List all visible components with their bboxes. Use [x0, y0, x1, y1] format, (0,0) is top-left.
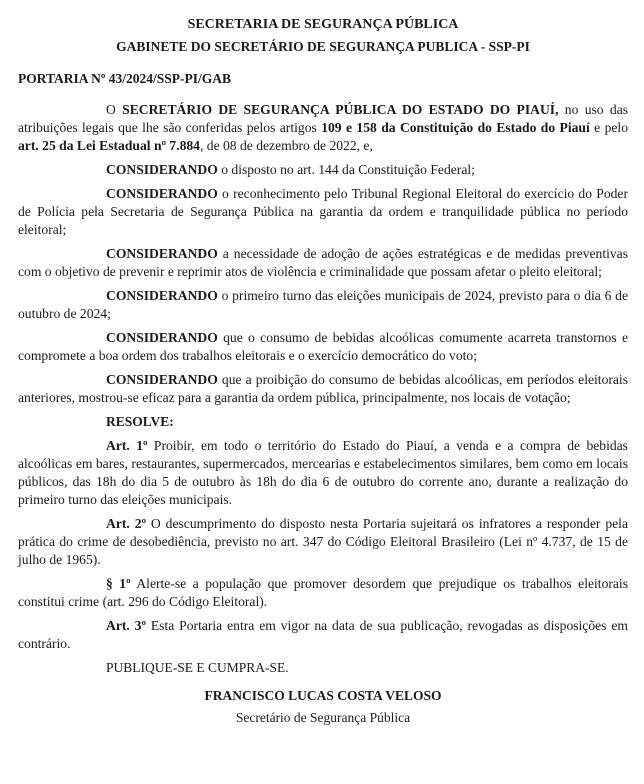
- header-secretaria: SECRETARIA DE SEGURANÇA PÚBLICA: [187, 17, 459, 32]
- considerando-text: que o consumo de bebidas alcoólicas comumente acarreta transtornos e compromete a boa ordem dos trabalhos eleitorais e o exercício democrático do voto;: [18, 330, 628, 363]
- considerando-paragraph: [18, 161, 628, 179]
- considerando-text: o disposto no art. 144 da Constituição Federal;: [217, 162, 475, 177]
- considerando-keyword: CONSIDERANDO: [106, 288, 218, 303]
- article-keyword: § 1º: [106, 576, 131, 591]
- preamble-bold-1: SECRETÁRIO DE SEGURANÇA PÚBLICA DO ESTADO DO PIAUÍ,: [122, 102, 559, 117]
- article-text: Proibir, em todo o território do Estado do Piauí, a venda e a compra de bebidas alcoólicas em bares, restaurantes, supermercados, mercearias e estabelecimentos similares, bem como em locais públicos, das 18h do dia 5 de outubro às 18h do dia 6 de outubro do corrente ano, durante a realização do primeiro turno das eleições municipais.: [18, 438, 628, 507]
- considerando-text: o primeiro turno das eleições municipais de 2024, previsto para o dia 6 de outubro de 2024;: [18, 288, 628, 321]
- paragraph-clause: [18, 575, 628, 611]
- preamble-bold-3: art. 25 da Lei Estadual nº 7.884: [18, 138, 200, 153]
- article-paragraph: [18, 515, 628, 569]
- article-paragraph: [18, 617, 628, 653]
- considerando-paragraph: [18, 287, 628, 323]
- article-keyword: Art. 1º: [106, 438, 148, 453]
- article-paragraph: [18, 437, 628, 509]
- considerando-keyword: CONSIDERANDO: [106, 186, 218, 201]
- article-keyword: Art. 3º: [106, 618, 146, 633]
- article-keyword: Art. 2º: [106, 516, 146, 531]
- considerando-keyword: CONSIDERANDO: [106, 330, 218, 345]
- preamble-text-3: e pelo: [589, 120, 628, 135]
- portaria-title: PORTARIA Nº 43/2024/SSP-PI/GAB: [18, 71, 232, 86]
- considerando-paragraph: [18, 185, 628, 239]
- considerando-keyword: CONSIDERANDO: [106, 246, 218, 261]
- considerando-keyword: CONSIDERANDO: [106, 162, 218, 177]
- preamble-text-2: no uso das atribuições legais que lhe são conferidas pelos artigos: [18, 102, 629, 135]
- preamble-bold-2: 109 e 158 da Constituição do Estado do Piauí: [321, 120, 590, 135]
- considerando-text: o reconhecimento pelo Tribunal Regional Eleitoral do exercício do Poder de Polícia pela Secretaria de Segurança Pública na garantia da ordem e tranquilidade pública no período eleitoral;: [18, 186, 628, 237]
- preamble-paragraph: [18, 101, 628, 155]
- article-text: Alerte-se a população que promover desordem que prejudique os trabalhos eleitorais constitui crime (art. 296 do Código Eleitoral).: [18, 576, 628, 609]
- signatory-role: Secretário de Segurança Pública: [235, 710, 411, 725]
- publique-line: PUBLIQUE-SE E CUMPRA-SE.: [106, 660, 289, 675]
- signatory-name: FRANCISCO LUCAS COSTA VELOSO: [204, 688, 442, 703]
- resolve-heading: RESOLVE:: [106, 414, 174, 429]
- considerando-keyword: CONSIDERANDO: [106, 372, 218, 387]
- considerando-text: que a proibição do consumo de bebidas alcoólicas, em períodos eleitorais anteriores, mostrou-se eficaz para a garantia da ordem pública, principalmente, nos locais de votação;: [18, 372, 628, 405]
- header-gabinete: GABINETE DO SECRETÁRIO DE SEGURANÇA PUBLICA - SSP-PI: [116, 39, 530, 54]
- considerando-paragraph: [18, 329, 628, 365]
- article-text: Esta Portaria entra em vigor na data de sua publicação, revogadas as disposições em contrário.: [18, 618, 628, 651]
- considerando-paragraph: [18, 245, 628, 281]
- article-text: O descumprimento do disposto nesta Portaria sujeitará os infratores a responder pela prática do crime de desobediência, previsto no art. 347 do Código Eleitoral Brasileiro (Lei nº 4.737, de 15 de julho de 1965).: [18, 516, 628, 567]
- considerando-text: a necessidade de adoção de ações estratégicas e de medidas preventivas com o objetivo de prevenir e reprimir atos de violência e criminalidade que possam afetar o pleito eleitoral;: [18, 246, 628, 279]
- preamble-text-4: , de 08 de dezembro de 2022, e,: [199, 138, 373, 153]
- considerando-paragraph: [18, 371, 628, 407]
- preamble-text-1: O: [106, 102, 123, 117]
